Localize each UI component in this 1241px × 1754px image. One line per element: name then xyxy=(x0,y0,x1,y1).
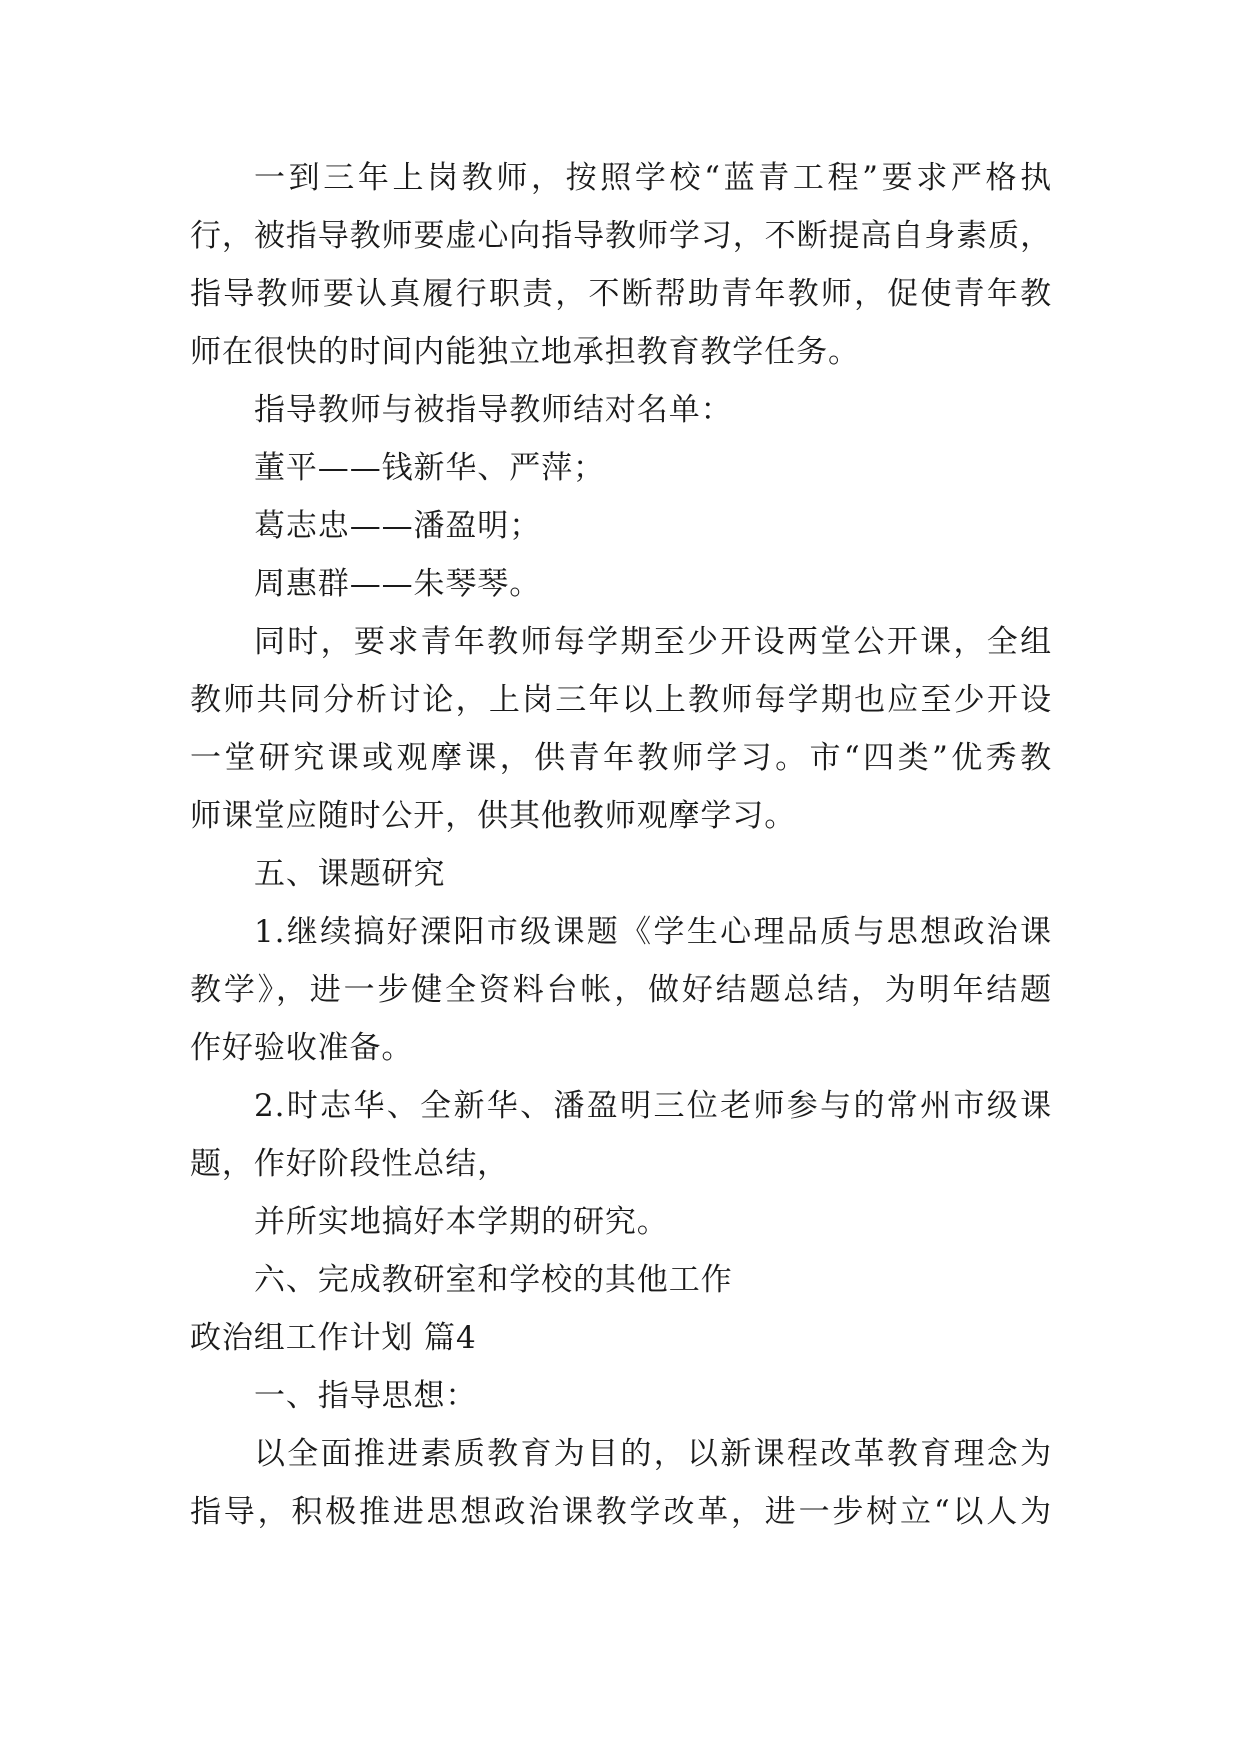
paragraph-line: 行，被指导教师要虚心向指导教师学习，不断提高自身素质， xyxy=(190,218,1052,254)
paragraph-line: 董平——钱新华、严萍； xyxy=(254,450,605,486)
paragraph-line: 作好验收准备。 xyxy=(190,1030,414,1066)
section-heading: 一、指导思想： xyxy=(254,1378,478,1414)
paragraph-line: 一堂研究课或观摩课，供青年教师学习。市“四类”优秀教 xyxy=(190,740,1052,776)
paragraph-line: 师在很快的时间内能独立地承担教育教学任务。 xyxy=(190,334,860,370)
paragraph-line: 2.时志华、全新华、潘盈明三位老师参与的常州市级课 xyxy=(254,1088,1052,1124)
paragraph-line: 以全面推进素质教育为目的，以新课程改革教育理念为 xyxy=(254,1436,1052,1472)
section-heading: 五、课题研究 xyxy=(254,856,446,892)
paragraph-line: 教师共同分析讨论，上岗三年以上教师每学期也应至少开设 xyxy=(190,682,1052,718)
paragraph-line: 1.继续搞好溧阳市级课题《学生心理品质与思想政治课 xyxy=(254,914,1052,950)
paragraph-line: 指导教师与被指导教师结对名单： xyxy=(254,392,733,428)
paragraph-line: 指导，积极推进思想政治课教学改革，进一步树立“以人为 xyxy=(190,1494,1052,1530)
paragraph-line: 一到三年上岗教师，按照学校“蓝青工程”要求严格执 xyxy=(254,160,1052,196)
paragraph-line: 并所实地搞好本学期的研究。 xyxy=(254,1204,669,1240)
paragraph-line: 师课堂应随时公开，供其他教师观摩学习。 xyxy=(190,798,797,834)
paragraph-line: 教学》，进一步健全资料台帐，做好结题总结，为明年结题 xyxy=(190,972,1052,1008)
paragraph-line: 指导教师要认真履行职责，不断帮助青年教师，促使青年教 xyxy=(190,276,1052,312)
paragraph-line: 周惠群——朱琴琴。 xyxy=(254,566,542,602)
paragraph-line: 题，作好阶段性总结， xyxy=(190,1146,509,1182)
paragraph-line: 同时，要求青年教师每学期至少开设两堂公开课，全组 xyxy=(254,624,1052,660)
section-heading: 六、完成教研室和学校的其他工作 xyxy=(254,1262,733,1298)
article-title: 政治组工作计划 篇4 xyxy=(190,1320,477,1356)
paragraph-line: 葛志忠——潘盈明； xyxy=(254,508,542,544)
